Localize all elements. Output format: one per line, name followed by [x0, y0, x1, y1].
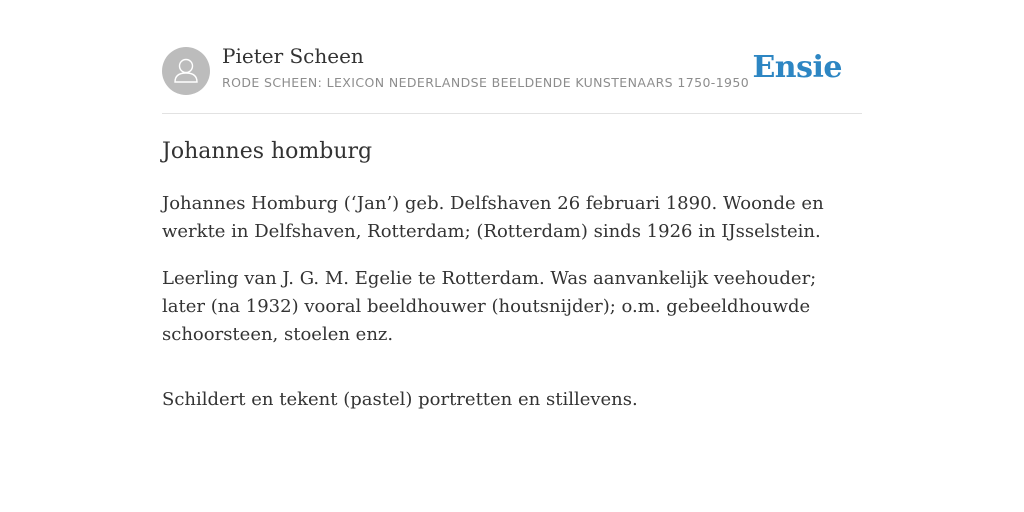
- article-body: [162, 190, 862, 433]
- paragraph-work: Schildert en tekent (pastel) portretten en stillevens.: [162, 389, 638, 410]
- author-name[interactable]: Pieter Scheen: [222, 44, 364, 68]
- article-card: [162, 0, 862, 410]
- ensie-logo[interactable]: Ensie: [752, 50, 842, 85]
- paragraph-biography: Johannes Homburg (‘Jan’) geb. Delfshaven 26 februari 1890. Woonde en werkte in Delfshaven, Rotterdam; (Rotterdam) sinds 1926 in IJsselstein.: [162, 193, 824, 242]
- user-silhouette-icon: [162, 47, 210, 95]
- paragraph-training: Leerling van J. G. M. Egelie te Rotterdam. Was aanvankelijk veehouder; later (na 1932) vooral beeldhouwer (houtsnijder); o.m. gebeeldhouwde schoorsteen, stoelen enz.: [162, 268, 817, 345]
- article-header: [162, 0, 862, 114]
- author-avatar[interactable]: [162, 47, 210, 95]
- source-title[interactable]: RODE SCHEEN: LEXICON NEDERLANDSE BEELDENDE KUNSTENAARS 1750-1950: [222, 75, 750, 90]
- article-title: Johannes homburg: [162, 139, 373, 164]
